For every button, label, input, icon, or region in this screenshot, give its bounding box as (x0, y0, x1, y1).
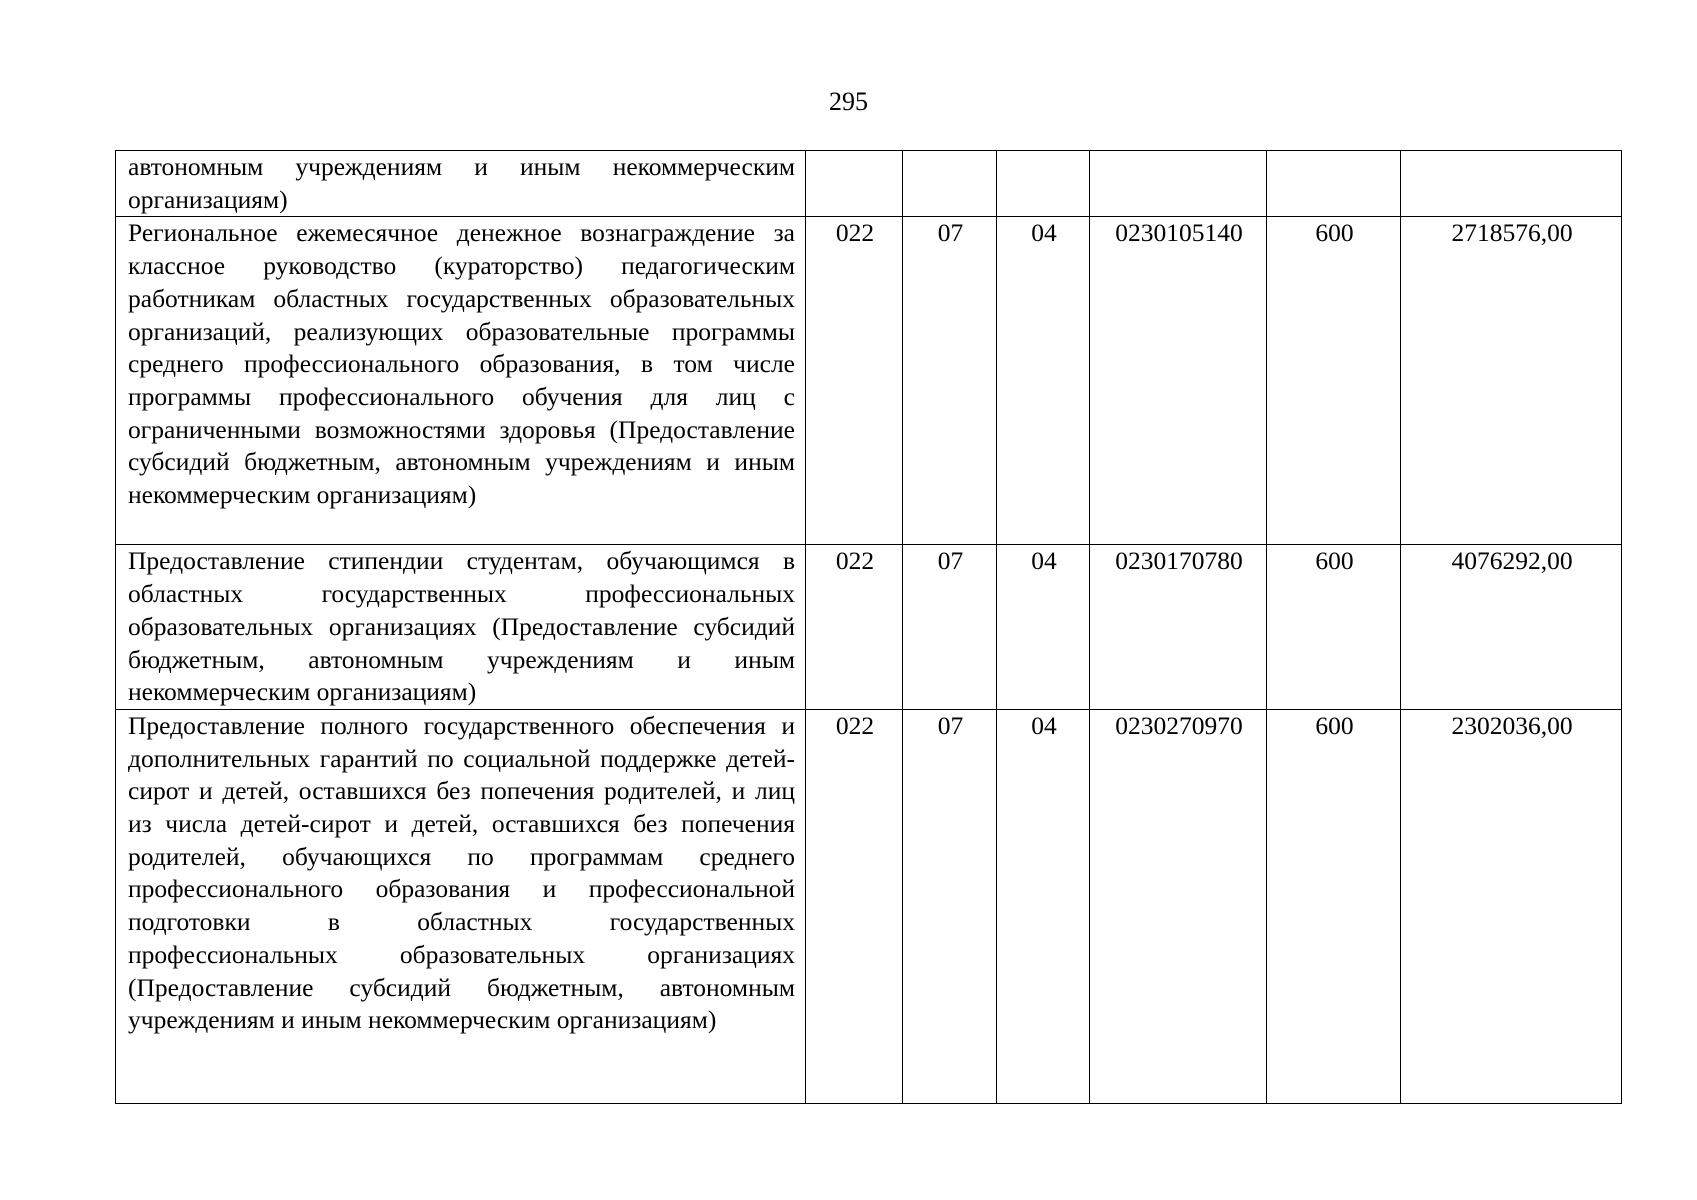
amount: 2718576,00 (1401, 217, 1622, 545)
section-code: 07 (903, 545, 997, 710)
amount (1401, 151, 1622, 217)
subsection-code (997, 151, 1090, 217)
row-description: Региональное ежемесячное денежное вознаграждение за классное руководство (кураторство) педагогическим работникам областных государственных образовательных организаций, реализующих образовательные программы среднего профессионального образования, в том числе программы профессионального обучения для лиц с ограниченными возможностями здоровья (Предоставление субсидий бюджетным, автономным учреждениям и иным некоммерческим организациям) (116, 217, 806, 545)
table-row (116, 217, 1622, 545)
section-code: 07 (903, 217, 997, 545)
amount: 2302036,00 (1401, 709, 1622, 1103)
subsection-code: 04 (997, 545, 1090, 710)
expense-type-code: 600 (1267, 709, 1401, 1103)
target-article-code: 0230170780 (1090, 545, 1267, 710)
subsection-code: 04 (997, 217, 1090, 545)
subsection-code: 04 (997, 709, 1090, 1103)
budget-table (115, 150, 1622, 1104)
row-description: автономным учреждениям и иным некоммерческим организациям) (116, 151, 806, 217)
row-description: Предоставление полного государственного обеспечения и дополнительных гарантий по социальной поддержке детей-сирот и детей, оставшихся без попечения родителей, и лиц из числа детей-сирот и детей, оставшихся без попечения родителей, обучающихся по программам среднего профессионального образования и профессиональной подготовки в областных государственных профессиональных образовательных организациях (Предоставление субсидий бюджетным, автономным учреждениям и иным некоммерческим организациям) (116, 709, 806, 1103)
table-row (116, 151, 1622, 217)
ministry-code: 022 (806, 545, 903, 710)
page-number: 295 (829, 87, 868, 116)
section-code (903, 151, 997, 217)
expense-type-code: 600 (1267, 545, 1401, 710)
amount: 4076292,00 (1401, 545, 1622, 710)
ministry-code (806, 151, 903, 217)
target-article-code: 0230105140 (1090, 217, 1267, 545)
row-description: Предоставление стипендии студентам, обучающимся в областных государственных профессиональных образовательных организациях (Предоставление субсидий бюджетным, автономным учреждениям и иным некоммерческим организациям) (116, 545, 806, 710)
ministry-code: 022 (806, 709, 903, 1103)
table-row (116, 709, 1622, 1103)
expense-type-code: 600 (1267, 217, 1401, 545)
table-row (116, 545, 1622, 710)
target-article-code (1090, 151, 1267, 217)
section-code: 07 (903, 709, 997, 1103)
target-article-code: 0230270970 (1090, 709, 1267, 1103)
ministry-code: 022 (806, 217, 903, 545)
expense-type-code (1267, 151, 1401, 217)
